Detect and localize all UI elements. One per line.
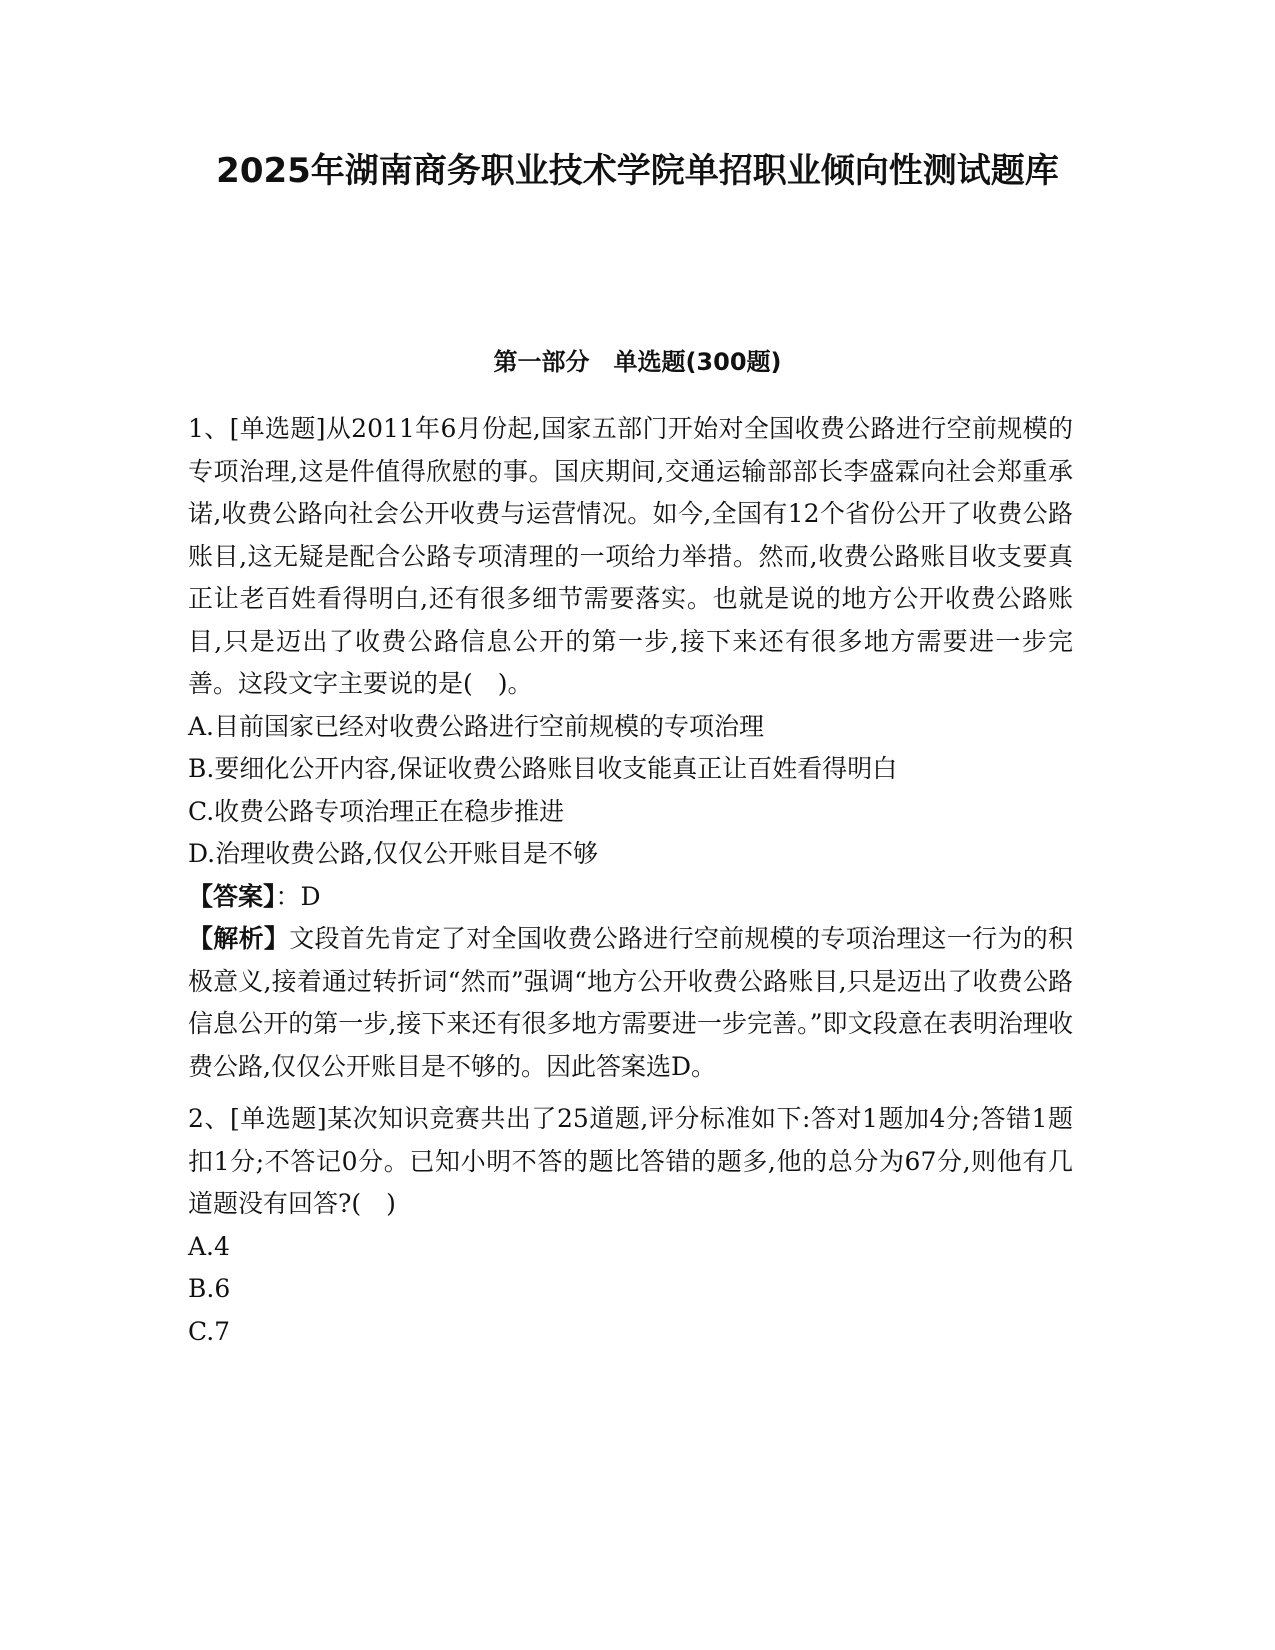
- section-heading: 第一部分 单选题(300题): [493, 348, 782, 376]
- option-a: A.4: [188, 1231, 230, 1261]
- analysis-block: [188, 918, 1073, 1088]
- question-1: [188, 408, 1073, 1088]
- document-title: 2025年湖南商务职业技术学院单招职业倾向性测试题库: [216, 151, 1059, 191]
- option-c: C.7: [188, 1316, 231, 1346]
- option-d: D.治理收费公路,仅仅公开账目是不够: [188, 839, 599, 868]
- answer-line: [188, 876, 1073, 919]
- question-list: [188, 408, 1073, 1353]
- option-a: A.目前国家已经对收费公路进行空前规模的专项治理: [188, 711, 765, 741]
- option-c: C.收费公路专项治理正在稳步推进: [188, 796, 565, 826]
- question-text: 2、[单选题]某次知识竞赛共出了25道题,评分标准如下:答对1题加4分;答错1题扣1分;不答记0分。已知小明不答的题比答错的题多,他的总分为67分,则他有几道题没有回答?( ): [188, 1104, 1073, 1218]
- option-b: B.6: [188, 1274, 231, 1303]
- option-b: B.要细化公开内容,保证收费公路账目收支能真正让百姓看得明白: [188, 754, 898, 783]
- answer-value: D: [300, 881, 321, 911]
- answer-separator: ：: [275, 881, 301, 911]
- analysis-text: 文段首先肯定了对全国收费公路进行空前规模的专项治理这一行为的积极意义,接着通过转折词“然而”强调“地方公开收费公路账目,只是迈出了收费公路信息公开的第一步,接下来还有很多地方需要进一步完善。”即文段意在表明治理收费公路,仅仅公开账目是不够的。因此答案选D。: [188, 924, 1073, 1081]
- analysis-label: 【解析】: [188, 924, 290, 953]
- question-text: 1、[单选题]从2011年6月份起,国家五部门开始对全国收费公路进行空前规模的专项治理,这是件值得欣慰的事。国庆期间,交通运输部部长李盛霖向社会郑重承诺,收费公路向社会公开收费与运营情况。如今,全国有12个省份公开了收费公路账目,这无疑是配合公路专项清理的一项给力举措。然而,收费公路账目收支要真正让老百姓看得明白,还有很多细节需要落实。也就是说的地方公开收费公路账目,只是迈出了收费公路信息公开的第一步,接下来还有很多地方需要进一步完善。这段文字主要说的是( )。: [188, 414, 1073, 698]
- question-2: [188, 1098, 1073, 1353]
- answer-label: 【答案】: [188, 881, 276, 911]
